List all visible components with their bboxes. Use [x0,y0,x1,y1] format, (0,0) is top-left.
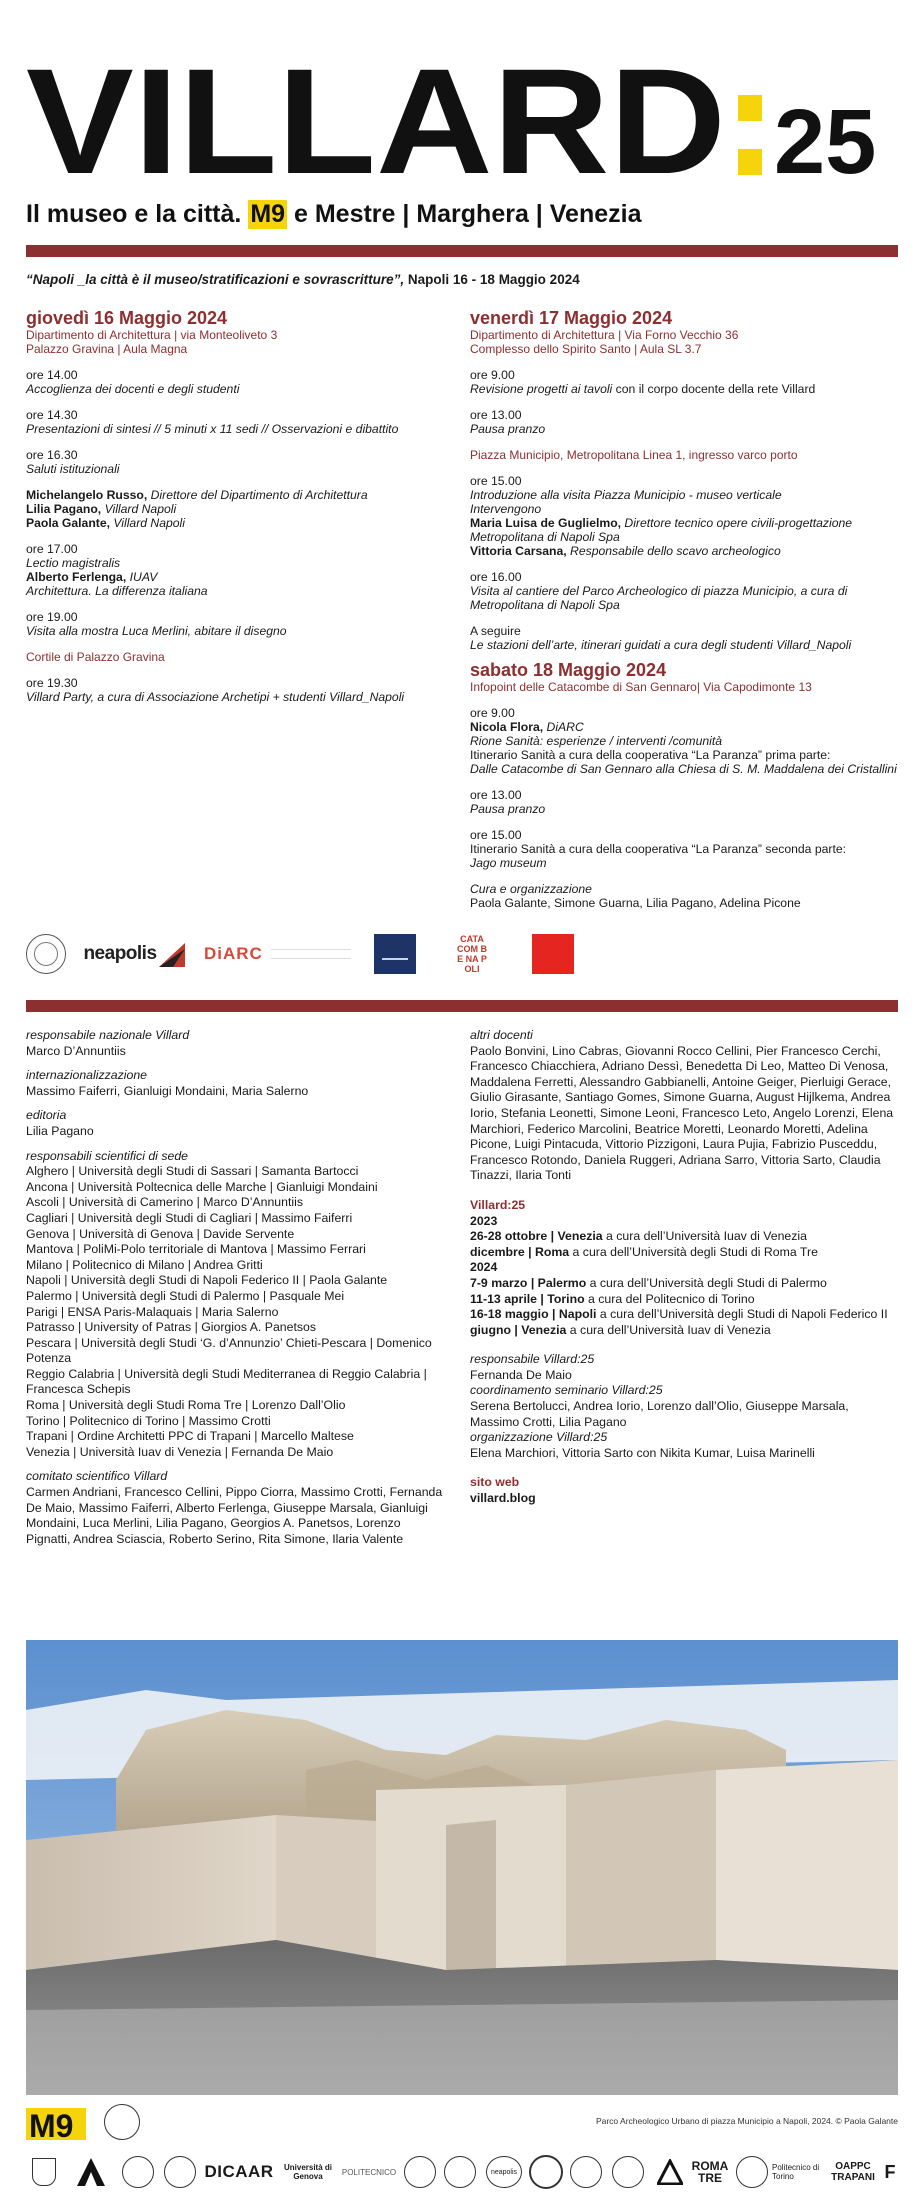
organisation [470,882,898,910]
event-item [26,368,446,396]
speaker-role: DiARC [546,720,584,734]
event-time: ore 13.00 [470,788,522,802]
speaker-role: Direttore del Dipartimento di Architettura [150,488,368,502]
credit-label: altri docenti [470,1028,533,1042]
sci-item: Ancona | Università Poltecnica delle Marche | Gianluigi Mondaini [26,1179,378,1194]
program-day1 [26,308,446,704]
seal-icon [610,2150,646,2194]
sci-item: Pescara | Università degli Studi ‘G. d’Annunzio’ Chieti-Pescara | Domenico Potenza [26,1335,432,1366]
event-desc: Intervengono [470,502,542,516]
credit-label: organizzazione Villard:25 [470,1430,608,1445]
polito-logo: Politecnico di Torino [772,2163,820,2181]
speaker-name: Alberto Ferlenga, [26,570,127,584]
day-title: giovedì 16 Maggio 2024 [26,308,228,328]
subtitle [26,200,641,229]
speaker-name: Maria Luisa de Guglielmo, [470,516,622,530]
venue: Infopoint delle Catacombe di San Gennaro| Via Capodimonte 13 [470,680,812,694]
event-desc: Villard Party, a cura di Associazione Archetipi + studenti Villard_Napoli [26,690,405,704]
a-letter-logo [72,2150,110,2194]
venue: Palazzo Gravina | Aula Magna [26,342,188,356]
event-time: ore 16.30 [26,448,78,462]
event-desc: Itinerario Sanità a cura della cooperativa “La Paranza” seconda parte: [470,842,847,856]
speaker-name: Michelangelo Russo, [26,488,148,502]
navy-emblem-icon [374,934,416,974]
event-item [470,788,898,816]
crest-icon [26,2150,62,2194]
credit-value: Paolo Bonvini, Lino Cabras, Giovanni Rocco Cellini, Pier Francesco Cerchi, Francesco Chiacchiera, Adriano Dessì, Benedetta Di Leo, Matteo Di Venosa, Maddalena Ferretti, Alessandro Gabbianelli, Antoine Geiger, Pierluigi Gerace, Giulio Girasante, Santiago Gomes, Simone Guarna, August Hijlkema, Andrea Iorio, Stefania Leonetti, Simone Leoni, Francesco Leto, Angelo Lorenzi, Elena Marchiori, Federico Marcolini, Beatrice Moretti, Leonardo Moretti, Adelina Picone, Luigi Pintacuda, Vittorio Pizzigoni, Laura Pujia, Fabrizio Pusceddu, Francesco Rotondo, Daniela Ruggeri, Adriana Sarro, Vittoria Sarto, Claudia Tinazzi, Ilaria Tonti [470,1043,894,1183]
footer-logos [26,2150,898,2194]
unige-logo: Università di Genova [283,2163,332,2181]
event-time: ore 14.00 [26,368,78,382]
event-time: ore 19.30 [26,676,78,690]
event-item [26,610,446,638]
org-names: Paola Galante, Simone Guarna, Lilia Pagano, Adelina Picone [470,896,801,910]
event-time: ore 9.00 [470,368,515,382]
event-desc-rest: con il corpo docente della rete Villard [612,382,816,396]
sci-item: Mantova | PoliMi-Polo territoriale di Mantova | Massimo Ferrari [26,1242,366,1257]
villard-logo [26,45,898,185]
event-item [26,408,446,436]
sci-item: Cagliari | Università degli Studi di Cagliari | Massimo Faiferri [26,1210,353,1225]
speaker-name: Lilia Pagano, [26,502,102,516]
event-desc: Itinerario Sanità a cura della cooperativa “La Paranza” prima parte: [470,748,831,762]
event-desc: Accoglienza dei docenti e degli studenti [26,382,240,396]
speaker-role: IUAV [129,570,158,584]
seal-icon [162,2150,198,2194]
event-time: ore 19.00 [26,610,78,624]
calendar-year: 2023 [470,1213,498,1228]
roma-tre-logo: ROMA TRE [691,2159,729,2185]
event-item [26,676,446,704]
neapolis-logo: neapolis [80,936,190,972]
credits-right [470,1028,898,1507]
event-desc: Jago museum [470,856,547,870]
photo-illustration [26,1640,898,2095]
venue: Complesso dello Spirito Santo | Aula SL 3.7 [470,342,702,356]
credit-label: coordinamento seminario Villard:25 [470,1383,663,1398]
svg-text:M9: M9 [29,2108,74,2144]
speaker-name: Paola Galante, [26,516,110,530]
venue: Dipartimento di Architettura | Via Forno Vecchio 36 [470,328,739,342]
event-desc: Pausa pranzo [470,422,546,436]
credit-label: responsabile Villard:25 [470,1352,595,1367]
sci-item: Torino | Politecnico di Torino | Massimo Crotti [26,1413,271,1428]
event-headline [26,272,580,287]
credit-value: Lilia Pagano [26,1123,94,1138]
seal-icon [528,2150,564,2194]
speaker-name: Nicola Flora, [470,720,544,734]
sci-item: Venezia | Università Iuav di Venezia | Fernanda De Maio [26,1444,334,1459]
event-desc: Lectio magistralis [26,556,121,570]
photo-caption: Parco Archeologico Urbano di piazza Municipio a Napoli, 2024. © Paola Galante [595,2116,898,2126]
event-item [470,828,898,870]
event-desc: Le stazioni dell’arte, itinerari guidati a cura degli studenti Villard_Napoli [470,638,852,652]
sci-item: Roma | Università degli Studi Roma Tre | Lorenzo Dall’Olio [26,1398,346,1413]
speaker-name: Vittoria Carsana, [470,544,567,558]
speakers [26,488,446,530]
colon-top-dot [738,95,762,121]
credits-left [26,1028,446,1547]
event-item [470,368,898,396]
m9-mark: M9 [250,200,286,228]
subtitle-pre: Il museo e la città. [26,200,242,228]
event-item [470,474,898,558]
calendar-item: 26-28 ottobre | Venezia a cura dell’Università Iuav di Venezia [470,1229,807,1244]
dicaar-logo: DICAAR [204,2162,274,2181]
event-time: ore 15.00 [470,828,522,842]
credit-label: comitato scientifico Villard [26,1469,168,1484]
m9-footer-logo [26,2104,88,2149]
credit-label: internazionalizzazione [26,1068,147,1083]
seal-icon [568,2150,604,2194]
speaker-role: Villard Napoli [104,502,177,516]
day-title: venerdì 17 Maggio 2024 [470,308,673,328]
seal-icon [120,2150,156,2194]
speaker-role: Direttore tecnico opere civili-progettazione Metropolitana di Napoli Spa [470,516,853,544]
f-logo: F [884,2161,896,2182]
calendar-title: Villard:25 [470,1197,526,1212]
calendar-item: giugno | Venezia a cura dell’Università Iuav di Venezia [470,1322,771,1337]
neapolis-triangle-icon [157,939,187,969]
event-time: ore 14.30 [26,408,78,422]
circle-emblem-icon [104,2104,140,2140]
sci-item: Ascoli | Università di Camerino | Marco D’Annuntiis [26,1195,304,1210]
event-item [26,542,446,598]
neapolis-small-logo: neapolis [484,2150,524,2194]
sci-item: Milano | Politecnico di Milano | Andrea Gritti [26,1257,263,1272]
event-desc: Pausa pranzo [470,802,546,816]
calendar-item: 7-9 marzo | Palermo a cura dell’Università degli Studi di Palermo [470,1275,827,1290]
sci-item: Patrasso | University of Patras | Giorgios A. Panetsos [26,1320,317,1335]
day-title: sabato 18 Maggio 2024 [470,660,667,680]
event-item [470,706,898,776]
event-desc: Dalle Catacombe di San Gennaro alla Chiesa di S. M. Maddalena dei Cristallini [470,762,897,776]
event-desc: Revisione progetti ai tavoli [470,382,613,396]
catacombe-logo: CATA COM BE NA POLI [457,934,487,974]
event-time: ore 16.00 [470,570,522,584]
colon-bottom-dot [738,149,762,175]
diarc-logo: DiARC [204,942,354,966]
org-label: Cura e organizzazione [470,882,592,896]
website-link[interactable]: villard.blog [470,1491,536,1506]
credit-label: editoria [26,1108,67,1123]
event-desc: Architettura. La differenza italiana [26,584,208,598]
credit-label: responsabili scientifici di sede [26,1148,188,1163]
sci-item: Trapani | Ordine Architetti PPC di Trapani | Marcello Maltese [26,1429,354,1444]
event-item [470,408,898,436]
sci-item: Alghero | Università degli Studi di Sassari | Samanta Bartocci [26,1164,359,1179]
subtitle-post: e Mestre | Marghera | Venezia [294,200,642,228]
brand-word: VILLARD [26,45,726,185]
credit-value: Marco D’Annuntiis [26,1043,126,1058]
divider-bar [26,245,898,257]
event-desc: Introduzione alla visita Piazza Municipio - museo verticale [470,488,782,502]
sci-item: Reggio Calabria | Università degli Studi Mediterranea di Reggio Calabria | Francesca Schepis [26,1366,427,1397]
university-seal-icon [26,934,66,974]
credit-value: Massimo Faiferri, Gianluigi Mondaini, Maria Salerno [26,1083,309,1098]
event-desc: Visita alla mostra Luca Merlini, abitare il disegno [26,624,287,638]
calendar-item: 11-13 aprile | Torino a cura del Politecnico di Torino [470,1291,755,1306]
event-time: ore 13.00 [470,408,522,422]
venue: Dipartimento di Architettura | via Monteoliveto 3 [26,328,278,342]
event-item [470,624,898,652]
event-time: ore 15.00 [470,474,522,488]
sci-item: Napoli | Università degli Studi di Napoli Federico II | Paola Galante [26,1273,388,1288]
edition-number: 25 [774,91,877,185]
sci-item: Genova | Università di Genova | Davide Servente [26,1226,295,1241]
seal-icon [734,2150,770,2194]
masthead [26,0,898,190]
calendar-item: dicembre | Roma a cura dell’Università degli Studi di Roma Tre [470,1244,818,1259]
event-item [26,448,446,476]
speaker-role: Responsabile dello scavo archeologico [570,544,781,558]
sci-list [26,1164,446,1460]
web-label: sito web [470,1475,520,1490]
sci-item: Parigi | ENSA Paris-Malaquais | Maria Salerno [26,1304,279,1319]
calendar-item: 16-18 maggio | Napoli a cura dell’Università degli Studi di Napoli Federico II [470,1307,888,1322]
event-desc: Presentazioni di sintesi // 5 minuti x 11 sedi // Osservazioni e dibattito [26,422,399,436]
oappc-trapani-logo: OAPPC TRAPANI [831,2161,875,2183]
seal-icon [442,2150,478,2194]
headline-dates: Napoli 16 - 18 Maggio 2024 [407,272,580,287]
venue: Cortile di Palazzo Gravina [26,650,165,664]
triangle-logo [654,2150,686,2194]
seal-icon [402,2150,438,2194]
event-desc: Visita al cantiere del Parco Archeologico di piazza Municipio, a cura di Metropolitana di Napoli Spa [470,584,848,612]
poster [26,0,898,2185]
calendar-year: 2024 [470,1260,498,1275]
headline-title: “Napoli _la città è il museo/stratificazioni e sovrascritture”, [26,272,405,287]
partner-logos [26,930,586,980]
archaeological-park-photo [26,1640,898,2095]
event-time: ore 17.00 [26,542,78,556]
red-square-logo [532,934,574,974]
politecnico-logo: POLITECNICO [341,2167,397,2177]
credit-value: Carmen Andriani, Francesco Cellini, Pippo Ciorra, Massimo Crotti, Fernanda De Maio, Massimo Faiferri, Alberto Ferlenga, Giuseppe Marsala, Gianluigi Mondaini, Luca Merlini, Lilia Pagano, Georgios A. Panetsos, Lorenzo Pignatti, Andrea Sciascia, Roberto Serino, Rita Simone, Ilaria Valente [26,1485,443,1546]
program-day2-day3 [470,308,898,910]
venue: Piazza Municipio, Metropolitana Linea 1, ingresso varco porto [470,448,798,462]
event-time: ore 9.00 [470,706,515,720]
credit-label: responsabile nazionale Villard [26,1028,190,1042]
divider-bar [26,1000,898,1012]
credit-value: Elena Marchiori, Vittoria Sarto con Nikita Kumar, Luisa Marinelli [470,1445,815,1460]
speaker-role: Villard Napoli [113,516,185,530]
credit-value: Fernanda De Maio [470,1367,572,1382]
sci-item: Palermo | Università degli Studi di Palermo | Pasquale Mei [26,1288,345,1303]
event-desc: Rione Sanità: esperienze / interventi /comunità [470,734,723,748]
event-item [470,570,898,612]
credit-value: Serena Bertolucci, Andrea Iorio, Lorenzo dall’Olio, Giuseppe Marsala, Massimo Crotti, Lilia Pagano [470,1399,849,1429]
event-desc: Saluti istituzionali [26,462,120,476]
event-time: A seguire [470,624,521,638]
